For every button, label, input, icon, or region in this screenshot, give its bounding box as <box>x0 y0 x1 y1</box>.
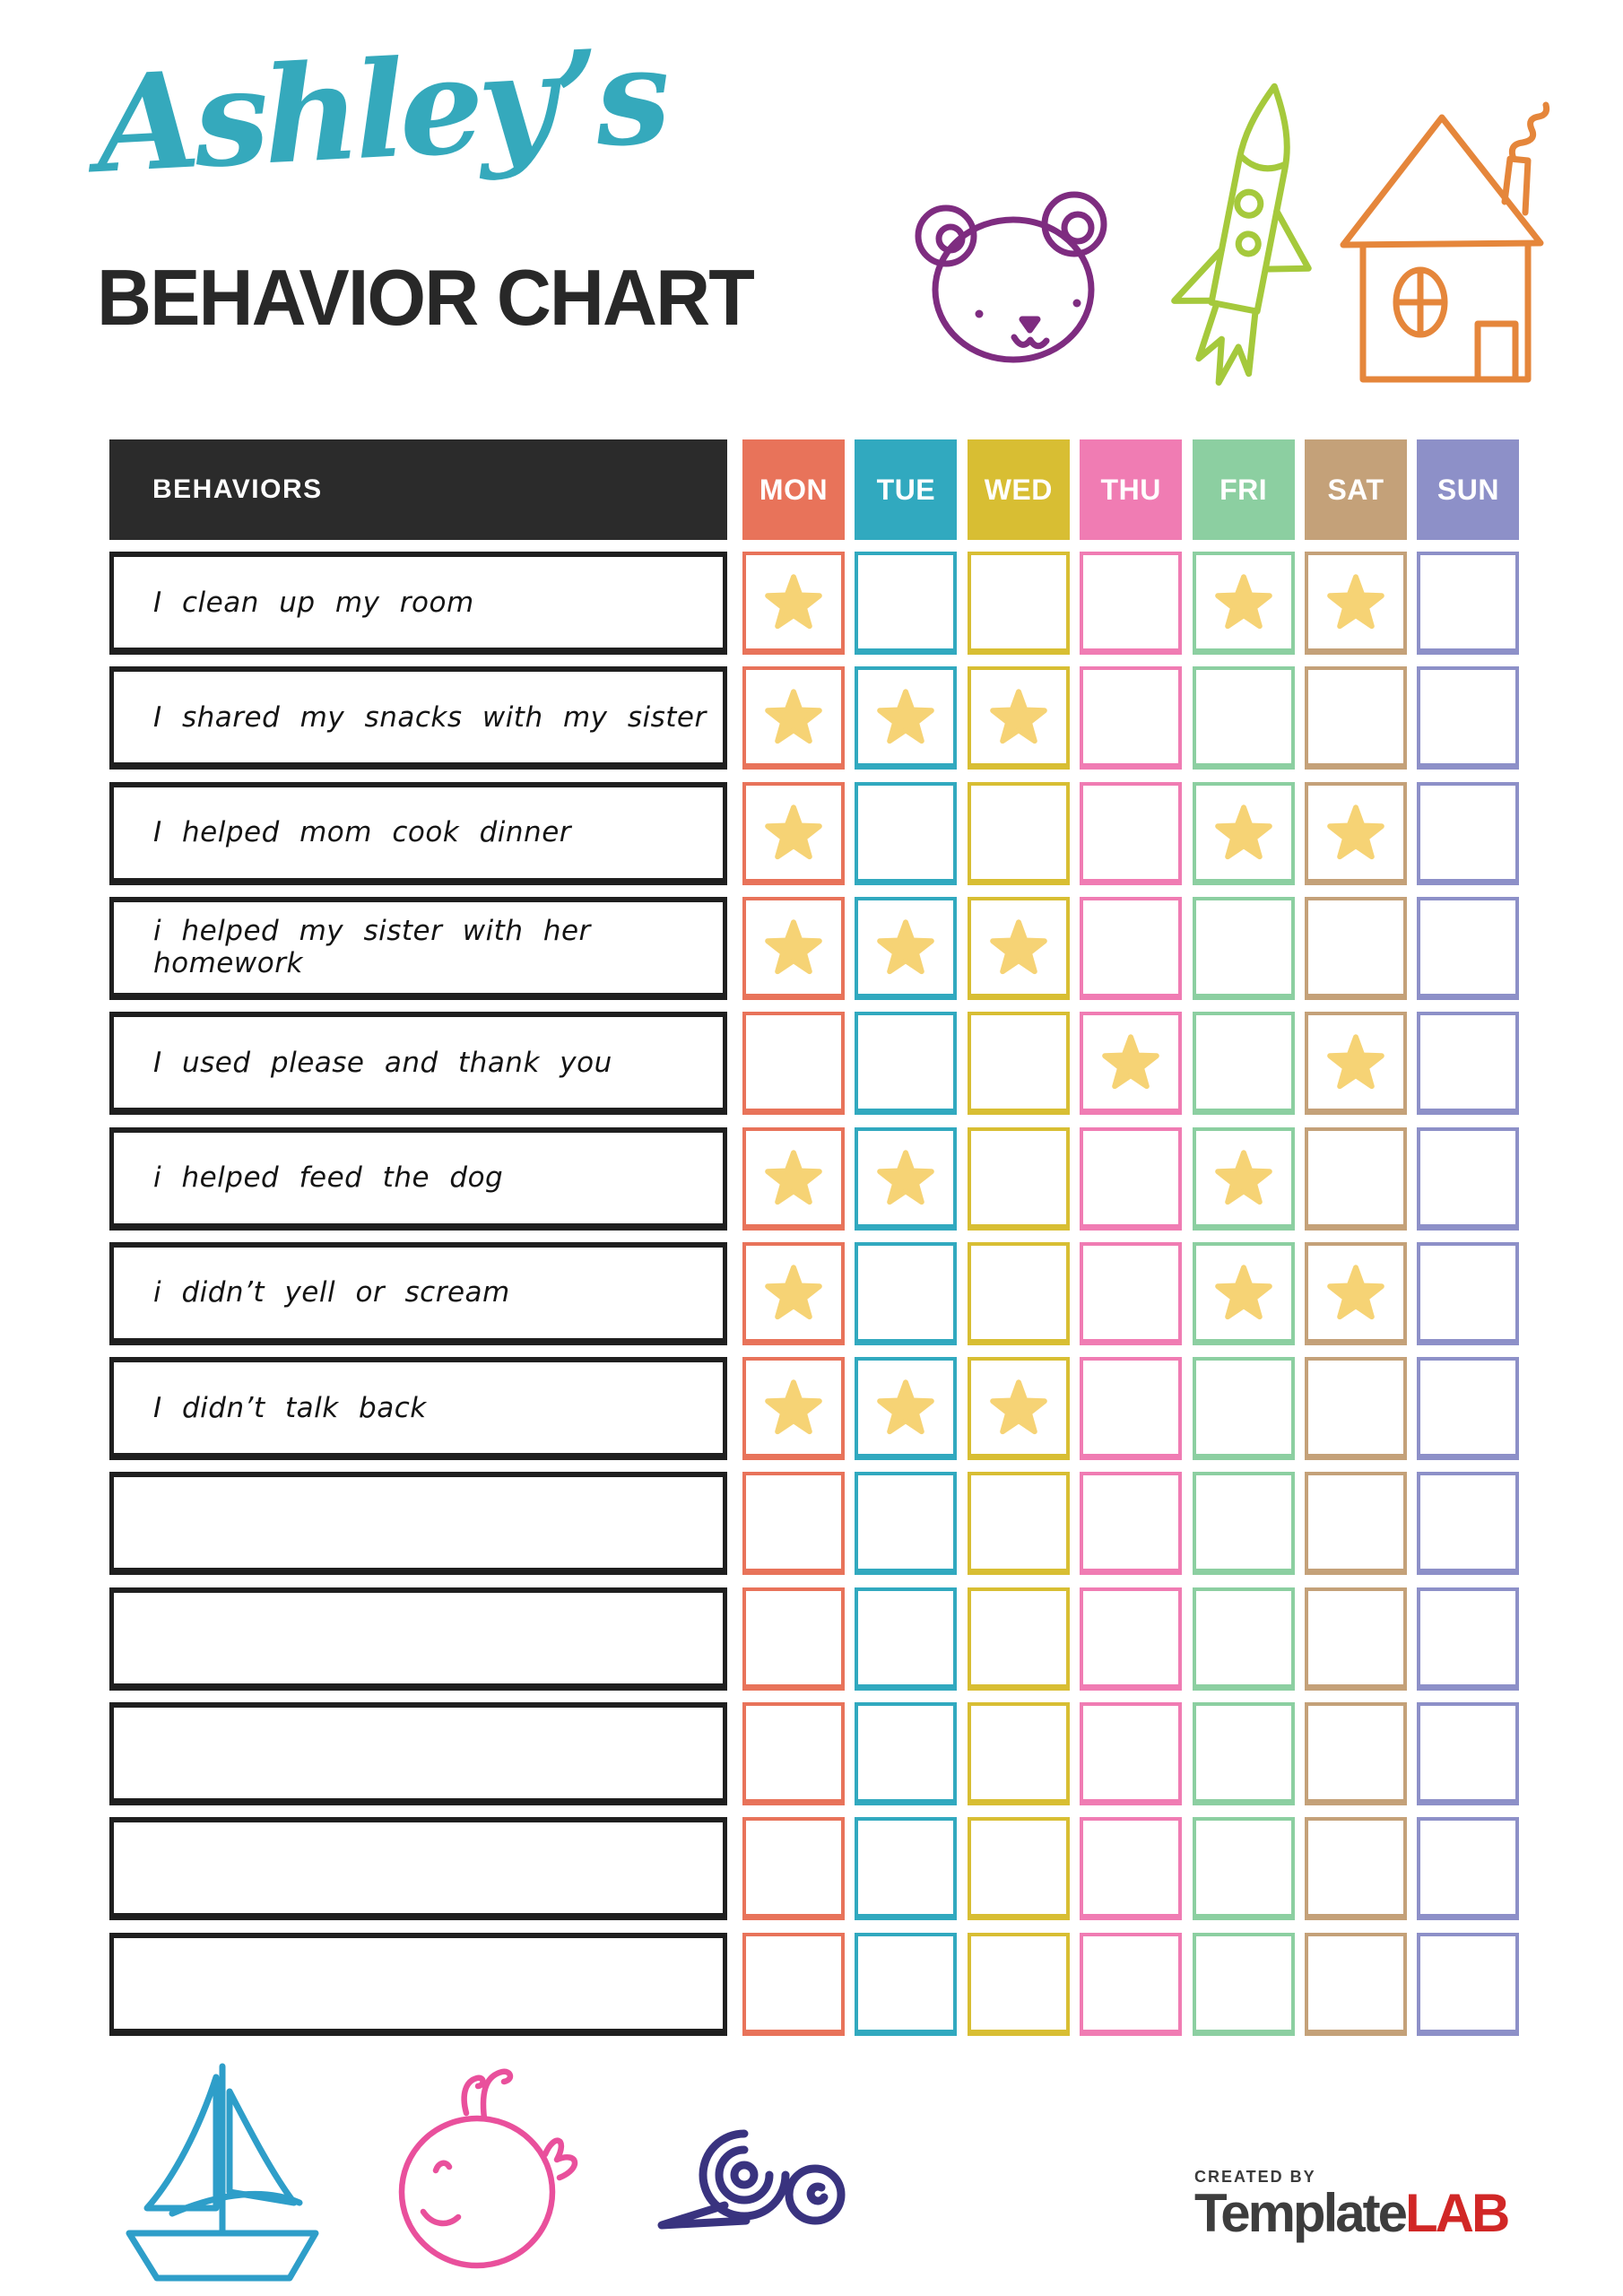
behavior-label: i helped feed the dog <box>109 1127 727 1231</box>
day-cell-thu <box>1080 897 1182 1000</box>
behavior-label <box>109 1702 727 1805</box>
day-cell-fri <box>1193 782 1295 885</box>
day-cell-mon <box>742 1587 845 1691</box>
behavior-label: I clean up my room <box>109 552 727 655</box>
star-icon <box>1214 803 1273 862</box>
day-cell-tue <box>855 1357 957 1460</box>
day-cell-thu <box>1080 1817 1182 1920</box>
star-icon <box>876 687 935 746</box>
day-cell-fri <box>1193 1817 1295 1920</box>
day-cell-mon <box>742 1242 845 1345</box>
day-header-mon: MON <box>742 439 845 540</box>
brand-name <box>1194 2183 1508 2243</box>
day-cell-sat <box>1305 1012 1407 1115</box>
behavior-label: i helped my sister with her homework <box>109 897 727 1000</box>
day-cell-thu <box>1080 1242 1182 1345</box>
day-cell-sun <box>1417 1012 1519 1115</box>
day-cell-mon <box>742 1817 845 1920</box>
day-cell-sat <box>1305 897 1407 1000</box>
day-cell-sun <box>1417 552 1519 655</box>
star-icon <box>1214 572 1273 631</box>
day-cell-thu <box>1080 1702 1182 1805</box>
day-cell-wed <box>968 1242 1070 1345</box>
star-icon <box>764 1263 823 1322</box>
day-cell-tue <box>855 1127 957 1231</box>
star-icon <box>876 1378 935 1437</box>
day-cell-wed <box>968 1472 1070 1575</box>
day-cell-sat <box>1305 1702 1407 1805</box>
behavior-label <box>109 1472 727 1575</box>
day-cell-mon <box>742 1012 845 1115</box>
brand-template-text: Template <box>1194 2183 1405 2243</box>
day-header-wed: WED <box>968 439 1070 540</box>
day-cell-mon <box>742 782 845 885</box>
day-cell-tue <box>855 782 957 885</box>
star-icon <box>764 1148 823 1207</box>
brand-logo <box>1194 2168 1508 2243</box>
day-cell-tue <box>855 1472 957 1575</box>
day-cell-tue <box>855 666 957 770</box>
star-icon <box>1214 1263 1273 1322</box>
day-cell-fri <box>1193 1587 1295 1691</box>
rocket-icon <box>1137 70 1361 411</box>
day-cell-fri <box>1193 1357 1295 1460</box>
star-icon <box>989 1378 1048 1437</box>
day-cell-mon <box>742 1933 845 2036</box>
day-cell-wed <box>968 666 1070 770</box>
behavior-label: I didn’t talk back <box>109 1357 727 1460</box>
day-cell-wed <box>968 782 1070 885</box>
day-cell-sun <box>1417 1933 1519 2036</box>
day-header-tue: TUE <box>855 439 957 540</box>
behaviors-column-header: BEHAVIORS <box>109 439 727 540</box>
behavior-label: I shared my snacks with my sister <box>109 666 727 770</box>
day-cell-fri <box>1193 897 1295 1000</box>
day-cell-thu <box>1080 552 1182 655</box>
day-cell-tue <box>855 552 957 655</box>
star-icon <box>989 687 1048 746</box>
day-cell-wed <box>968 1933 1070 2036</box>
day-cell-fri <box>1193 1242 1295 1345</box>
brand-lab-text: LAB <box>1404 2183 1508 2243</box>
day-cell-wed <box>968 1357 1070 1460</box>
star-icon <box>764 687 823 746</box>
day-cell-thu <box>1080 1357 1182 1460</box>
day-cell-tue <box>855 1587 957 1691</box>
house-icon <box>1329 94 1567 390</box>
day-cell-wed <box>968 552 1070 655</box>
day-cell-wed <box>968 1127 1070 1231</box>
day-cell-sat <box>1305 1472 1407 1575</box>
star-icon <box>764 572 823 631</box>
day-cell-tue <box>855 1702 957 1805</box>
star-icon <box>1326 572 1385 631</box>
day-cell-wed <box>968 1702 1070 1805</box>
day-cell-sun <box>1417 1817 1519 1920</box>
day-cell-fri <box>1193 1702 1295 1805</box>
day-cell-thu <box>1080 1012 1182 1115</box>
day-cell-mon <box>742 1702 845 1805</box>
star-icon <box>989 918 1048 977</box>
day-cell-tue <box>855 897 957 1000</box>
day-cell-sat <box>1305 1242 1407 1345</box>
behavior-label: I helped mom cook dinner <box>109 782 727 885</box>
day-cell-sun <box>1417 1587 1519 1691</box>
day-cell-sat <box>1305 1817 1407 1920</box>
day-cell-sun <box>1417 1127 1519 1231</box>
behavior-label: i didn’t yell or scream <box>109 1242 727 1345</box>
day-cell-fri <box>1193 552 1295 655</box>
day-cell-sun <box>1417 1702 1519 1805</box>
day-header-sun: SUN <box>1417 439 1519 540</box>
day-cell-thu <box>1080 666 1182 770</box>
day-cell-fri <box>1193 1472 1295 1575</box>
day-header-fri: FRI <box>1193 439 1295 540</box>
day-cell-fri <box>1193 1127 1295 1231</box>
day-cell-wed <box>968 897 1070 1000</box>
created-by-label: CREATED BY <box>1194 2168 1316 2186</box>
day-cell-mon <box>742 666 845 770</box>
day-cell-tue <box>855 1012 957 1115</box>
star-icon <box>764 803 823 862</box>
day-cell-sun <box>1417 897 1519 1000</box>
day-cell-mon <box>742 897 845 1000</box>
day-cell-sun <box>1417 1472 1519 1575</box>
day-header-sat: SAT <box>1305 439 1407 540</box>
day-cell-wed <box>968 1012 1070 1115</box>
day-cell-mon <box>742 552 845 655</box>
whale-icon <box>384 2047 608 2275</box>
day-cell-tue <box>855 1242 957 1345</box>
day-cell-fri <box>1193 666 1295 770</box>
day-cell-fri <box>1193 1933 1295 2036</box>
star-icon <box>1101 1032 1160 1091</box>
day-cell-wed <box>968 1587 1070 1691</box>
day-cell-sat <box>1305 1357 1407 1460</box>
day-cell-sun <box>1417 782 1519 885</box>
day-cell-fri <box>1193 1012 1295 1115</box>
sailboat-icon <box>117 2054 332 2292</box>
behavior-label: I used please and thank you <box>109 1012 727 1115</box>
day-cell-mon <box>742 1127 845 1231</box>
star-icon <box>876 1148 935 1207</box>
day-cell-thu <box>1080 782 1182 885</box>
star-icon <box>1326 803 1385 862</box>
star-icon <box>764 1378 823 1437</box>
star-icon <box>1326 1032 1385 1091</box>
day-cell-tue <box>855 1817 957 1920</box>
day-cell-mon <box>742 1357 845 1460</box>
day-cell-thu <box>1080 1933 1182 2036</box>
day-cell-sat <box>1305 782 1407 885</box>
day-cell-wed <box>968 1817 1070 1920</box>
day-cell-tue <box>855 1933 957 2036</box>
teddy-bear-icon <box>904 187 1133 366</box>
day-cell-sun <box>1417 1242 1519 1345</box>
star-icon <box>764 918 823 977</box>
day-cell-sat <box>1305 1933 1407 2036</box>
star-icon <box>1214 1148 1273 1207</box>
day-cell-sun <box>1417 666 1519 770</box>
day-header-thu: THU <box>1080 439 1182 540</box>
day-cell-thu <box>1080 1472 1182 1575</box>
day-cell-sat <box>1305 1587 1407 1691</box>
behavior-label <box>109 1817 727 1920</box>
star-icon <box>876 918 935 977</box>
behavior-label <box>109 1587 727 1691</box>
day-cell-thu <box>1080 1127 1182 1231</box>
star-icon <box>1326 1263 1385 1322</box>
day-cell-thu <box>1080 1587 1182 1691</box>
behavior-label <box>109 1933 727 2036</box>
child-name-title: Ashley’s <box>92 17 669 203</box>
day-cell-mon <box>742 1472 845 1575</box>
day-cell-sat <box>1305 552 1407 655</box>
day-cell-sat <box>1305 1127 1407 1231</box>
day-cell-sat <box>1305 666 1407 770</box>
snail-icon <box>638 2103 858 2256</box>
day-cell-sun <box>1417 1357 1519 1460</box>
page-title: BEHAVIOR CHART <box>97 253 753 342</box>
